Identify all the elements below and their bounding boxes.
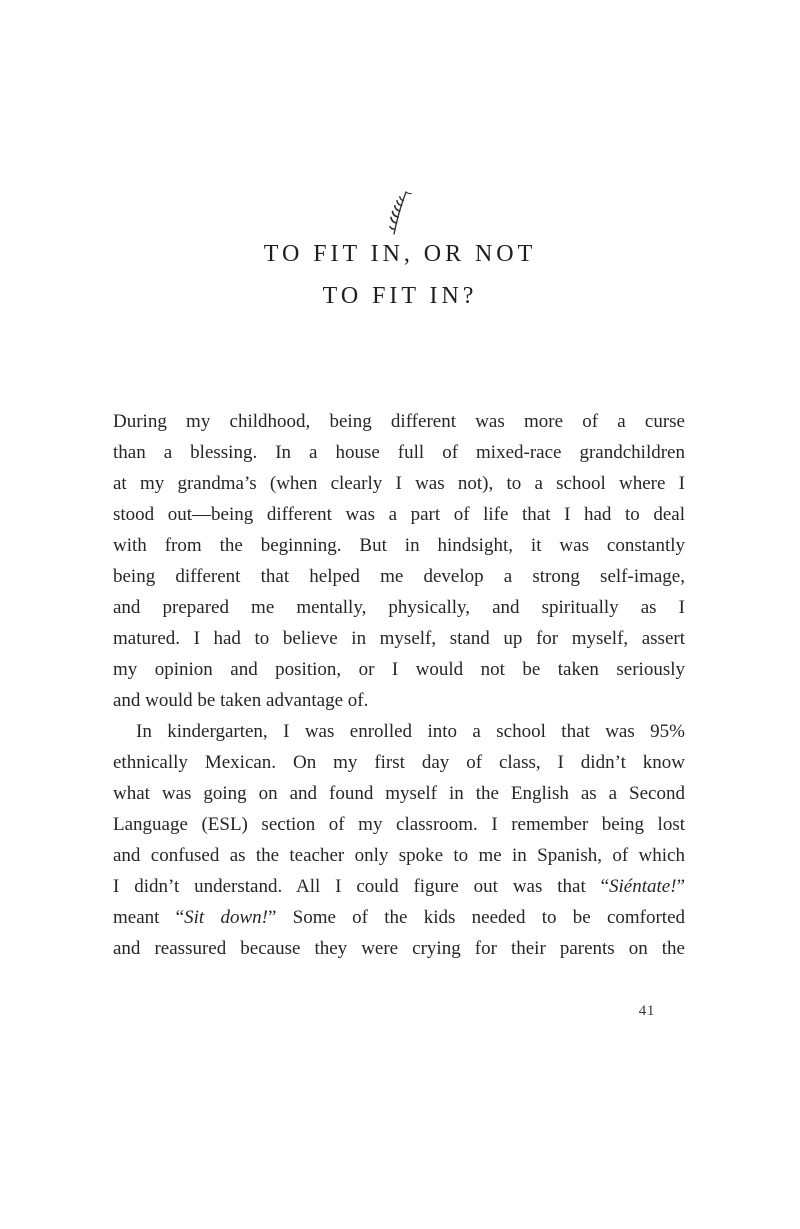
chapter-title — [0, 233, 800, 317]
text-segment: meant “ — [113, 907, 185, 928]
body-text — [113, 406, 685, 964]
text-line: and would be taken advantage of. — [113, 690, 369, 711]
text-line: ethnically Mexican. On my first day of class, I didn’t know — [113, 752, 685, 773]
text-line: During my childhood, being different was more of a curse — [113, 411, 685, 432]
text-line: stood out—being different was a part of life that I had to deal — [113, 504, 685, 525]
text-line: at my grandma’s (when clearly I was not), to a school where I — [113, 473, 685, 494]
chapter-title-line-1: TO FIT IN, OR NOT — [263, 241, 537, 267]
page-number: 41 — [638, 1003, 655, 1019]
text-segment: I didn’t understand. All I could figure out was that “ — [113, 876, 610, 897]
italic-phrase: Siéntate! — [609, 876, 677, 897]
text-segment: ” Some of the kids needed to be comforted — [267, 907, 686, 928]
paragraph-2 — [113, 716, 685, 964]
text-line: and reassured because they were crying for their parents on the — [113, 938, 685, 959]
text-line: Language (ESL) section of my classroom. I remember being lost — [113, 814, 685, 835]
text-line: what was going on and found myself in the English as a Second — [113, 783, 685, 804]
text-segment: ” — [676, 876, 685, 897]
text-line — [113, 902, 685, 933]
paragraph-1 — [113, 406, 685, 716]
text-line: with from the beginning. But in hindsight, it was constantly — [113, 535, 685, 556]
text-line: my opinion and position, or I would not be taken seriously — [113, 659, 685, 680]
text-line: and confused as the teacher only spoke to me in Spanish, of which — [113, 845, 685, 866]
text-line: In kindergarten, I was enrolled into a school that was 95% — [136, 721, 685, 742]
text-line: than a blessing. In a house full of mixed-race grandchildren — [113, 442, 685, 463]
text-line: being different that helped me develop a strong self-image, — [113, 566, 685, 587]
chapter-title-line-2: TO FIT IN? — [322, 283, 478, 309]
text-line: matured. I had to believe in myself, stand up for myself, assert — [113, 628, 685, 649]
italic-phrase: Sit down! — [184, 907, 268, 928]
feather-ornament-icon — [387, 189, 413, 237]
text-line — [113, 871, 685, 902]
text-line: and prepared me mentally, physically, and spiritually as I — [113, 597, 685, 618]
